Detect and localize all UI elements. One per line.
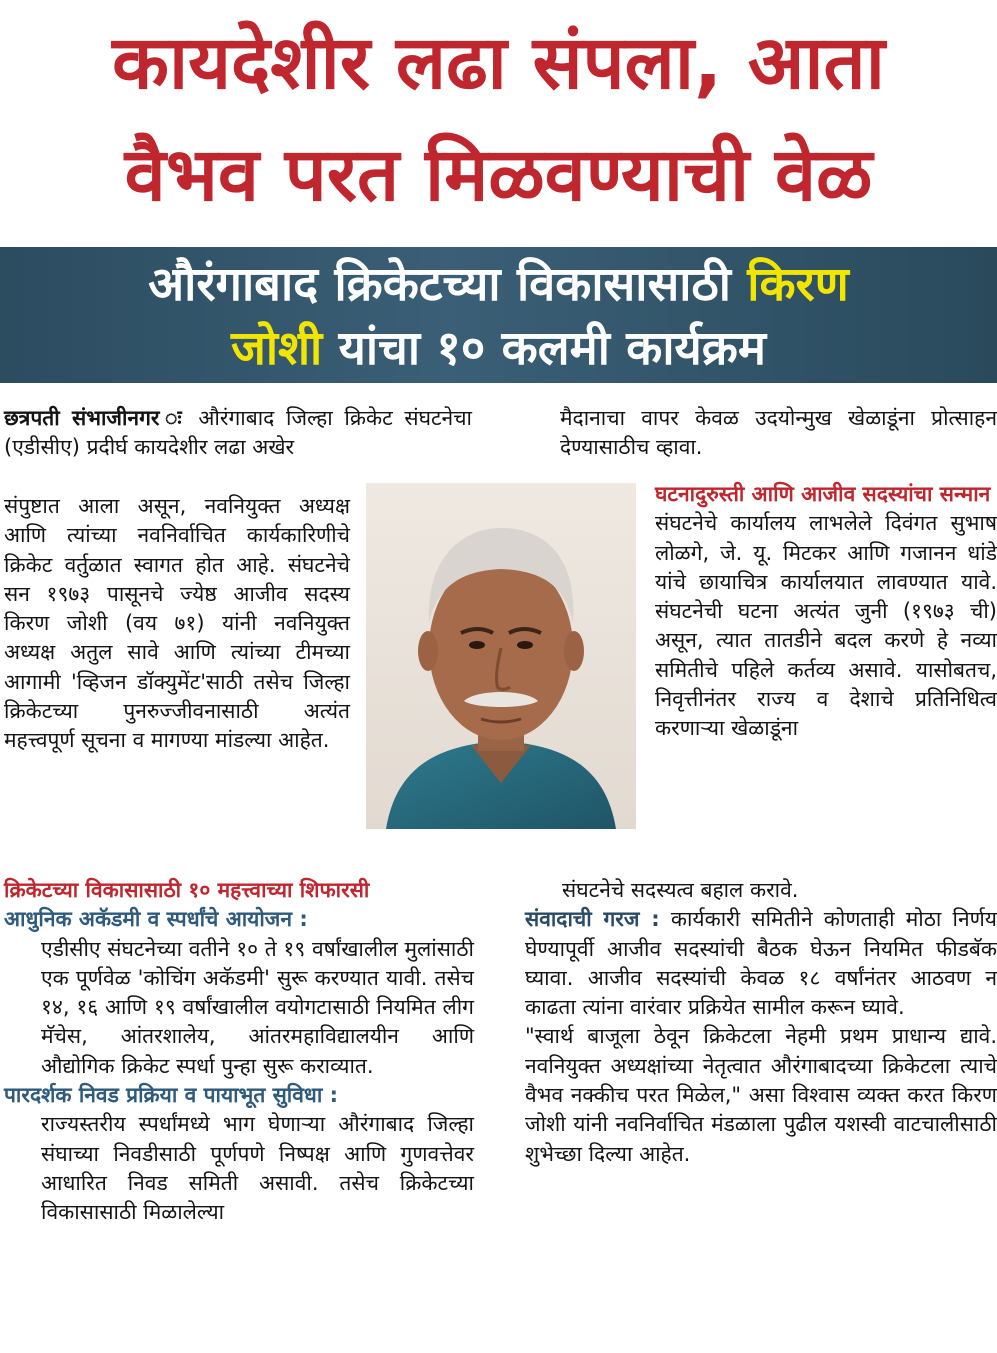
recommendations-column-right — [525, 876, 997, 1169]
subheadline-banner — [0, 247, 997, 383]
banner-line-1 — [0, 247, 997, 317]
selection-cont-text: मैदानाचा वापर केवळ उदयोन्मुख खेळाडूंना प्रोत्साहन देण्यासाठीच व्हावा. — [560, 406, 997, 460]
banner-highlight-name-first: किरण — [747, 257, 849, 312]
selection-body: राज्यस्तरीय स्पर्धांमध्ये भाग घेणाऱ्या औरंगाबाद जिल्हा संघाच्या निवडीसाठी पूर्णपणे निष्पक्ष आणि गुणवत्तेवर आधारित निवड समिती असावी. तसेच क्रिकेटच्या विकासासाठी मिळालेल्या — [41, 1112, 474, 1225]
banner-text-1: औरंगाबाद क्रिकेटच्या विकासासाठी — [148, 257, 748, 312]
portrait-photo — [366, 483, 636, 829]
banner-text-2: यांचा १० कलमी कार्यक्रम — [322, 321, 766, 376]
intro-text-top: औरंगाबाद जिल्हा क्रिकेट संघटनेचा (एडीसीए) प्रदीर्घ कायदेशीर लढा अखेर — [4, 406, 472, 460]
recommendations-heading: क्रिकेटच्या विकासासाठी १० महत्त्वाच्या शिफारसी — [4, 878, 370, 902]
banner-line-2 — [0, 317, 997, 381]
portrait-illustration — [366, 483, 636, 829]
constitution-heading: घटनादुरुस्ती आणि आजीव सदस्यांचा सन्मान — [655, 482, 991, 506]
academy-heading: आधुनिक अकॅडमी व स्पर्धांचे आयोजन : — [4, 907, 308, 932]
selection-heading: पारदर्शक निवड प्रक्रिया व पायाभूत सुविधा : — [4, 1083, 338, 1108]
intro-text-wrap: संपुष्टात आला असून, नवनियुक्त अध्यक्ष आणि त्यांच्या नवनिर्वाचित कार्यकारिणीचे क्रिकेट वर्तुळात स्वागत होत आहे. संघटनेचे सन १९७३ पासूनचे ज्येष्ठ आजीव सदस्य किरण जोशी (वय ७१) यांनी नवनियुक्त अध्यक्ष अतुल सावे आणि त्यांच्या टीमच्या आगामी 'व्हिजन डॉक्युमेंट'साठी तसेच जिल्हा क्रिकेटच्या पुनरुज्जीवनासाठी अत्यंत महत्त्वपूर्ण सूचना व मागण्या मांडल्या आहेत. — [4, 494, 350, 753]
academy-body: एडीसीए संघटनेच्या वतीने १० ते १९ वर्षांखालील मुलांसाठी एक पूर्णवेळ 'कोचिंग अकॅडमी' सुरू करण्यात यावी. तसेच १४, १६ आणि १९ वर्षांखालील वयोगटासाठी नियमित लीग मॅचेस, आंतरशालेय, आंतरमहाविद्यालयीन आणि औद्योगिक क्रिकेट स्पर्धा पुन्हा सुरू कराव्यात. — [41, 936, 474, 1078]
constitution-cont: संघटनेचे सदस्यत्व बहाल करावे. — [562, 878, 799, 902]
dialogue-body: कार्यकारी समितीने कोणताही मोठा निर्णय घेण्यापूर्वी आजीव सदस्यांची बैठक घेऊन नियमित फीडबॅक घ्यावा. आजीव सदस्यांची केवळ १८ वर्षांनंतर आठवण न काढता त्यांना वारंवार प्रक्रियेत सामील करून घ्यावे. — [525, 907, 997, 1020]
selection-continuation — [560, 404, 997, 463]
intro-paragraph-top — [4, 404, 472, 463]
banner-highlight-name-last: जोशी — [231, 321, 323, 376]
intro-paragraph-wrap — [4, 492, 350, 756]
closing-quote: "स्वार्थ बाजूला ठेवून क्रिकेटला नेहमी प्रथम प्राधान्य द्यावे. नवनियुक्त अध्यक्षांच्या नेतृत्वात औरंगाबादच्या क्रिकेटला त्याचे वैभव नक्कीच परत मिळेल," असा विश्वास व्यक्त करत किरण जोशी यांनी नवनिर्वाचित मंडळाला पुढील यशस्वी वाटचालीसाठी शुभेच्छा दिल्या आहेत. — [525, 1024, 997, 1166]
recommendations-column-left — [4, 876, 474, 1228]
dialogue-heading: संवादाची गरज : — [525, 907, 660, 932]
constitution-body: संघटनेचे कार्यालय लाभलेले दिवंगत सुभाष लोळगे, जे. यू. मिटकर आणि गजानन धांडे यांचे छायाचित्र कार्यालयात लावण्यात यावे. संघटनेची घटना अत्यंत जुनी (१९७३ ची) असून, त्यात तातडीने बदल करणे हे नव्या समितीचे पहिले कर्तव्य असावे. यासोबतच, निवृत्तीनंतर राज्य व देशाचे प्रतिनिधित्व करणाऱ्या खेळाडूंना — [655, 511, 997, 741]
headline-line-1: कायदेशीर लढा संपला, आता — [112, 20, 885, 106]
constitution-section — [655, 480, 997, 744]
dateline: छत्रपती संभाजीनगर ः — [4, 406, 187, 430]
headline-line-2: वैभव परत मिळवण्याची वेळ — [124, 132, 873, 218]
